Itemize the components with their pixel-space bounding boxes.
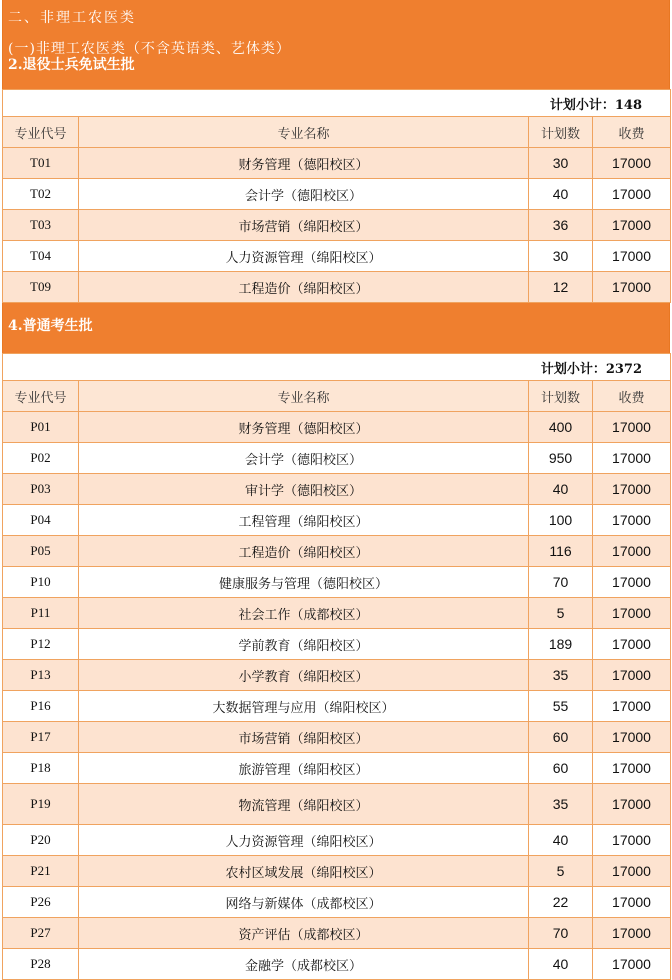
tuition-fee: 17000 (593, 272, 671, 303)
tuition-fee: 17000 (593, 241, 671, 272)
major-name: 资产评估（成都校区） (79, 918, 529, 949)
table-row (3, 691, 671, 722)
plan-count: 40 (529, 474, 593, 505)
plan-count: 60 (529, 753, 593, 784)
plan-count: 5 (529, 598, 593, 629)
major-code: P28 (3, 949, 79, 980)
plan-count: 70 (529, 567, 593, 598)
batch1-table (2, 89, 671, 303)
plan-count: 30 (529, 241, 593, 272)
table-row (3, 753, 671, 784)
plan-count: 30 (529, 148, 593, 179)
tuition-fee: 17000 (593, 722, 671, 753)
tuition-fee: 17000 (593, 505, 671, 536)
table-row (3, 722, 671, 753)
plan-count: 35 (529, 660, 593, 691)
column-header-fee: 收费 (593, 381, 671, 412)
tuition-fee: 17000 (593, 210, 671, 241)
table-row (3, 210, 671, 241)
plan-subtotal (3, 90, 671, 117)
tuition-fee: 17000 (593, 443, 671, 474)
major-name: 学前教育（绵阳校区） (79, 629, 529, 660)
major-name: 会计学（德阳校区） (79, 443, 529, 474)
plan-count: 35 (529, 784, 593, 825)
table-row (3, 179, 671, 210)
major-code: P02 (3, 443, 79, 474)
plan-count: 40 (529, 949, 593, 980)
major-name: 网络与新媒体（成都校区） (79, 887, 529, 918)
table-row (3, 660, 671, 691)
plan-count: 189 (529, 629, 593, 660)
category-header-band (2, 0, 670, 89)
major-name: 旅游管理（绵阳校区） (79, 753, 529, 784)
major-code: P01 (3, 412, 79, 443)
tuition-fee: 17000 (593, 148, 671, 179)
batch2-title: 4.普通考生批 (8, 318, 93, 334)
major-name: 金融学（成都校区） (79, 949, 529, 980)
subcategory-title: (一)非理工农医类（不含英语类、艺体类） (8, 41, 291, 57)
major-name: 财务管理（德阳校区） (79, 148, 529, 179)
major-code: T04 (3, 241, 79, 272)
tuition-fee: 17000 (593, 567, 671, 598)
table-row (3, 887, 671, 918)
major-code: T01 (3, 148, 79, 179)
table-row (3, 918, 671, 949)
subtotal-row (3, 354, 671, 381)
major-code: P19 (3, 784, 79, 825)
plan-count: 950 (529, 443, 593, 474)
table-row (3, 567, 671, 598)
plan-count: 100 (529, 505, 593, 536)
table-row (3, 443, 671, 474)
plan-subtotal (3, 354, 671, 381)
major-name: 农村区域发展（绵阳校区） (79, 856, 529, 887)
plan-count: 400 (529, 412, 593, 443)
major-name: 会计学（德阳校区） (79, 179, 529, 210)
batch2-header-band (2, 303, 670, 353)
subtotal-label: 计划小计： (540, 361, 606, 377)
column-header-name: 专业名称 (79, 117, 529, 148)
table-row (3, 629, 671, 660)
major-code: T09 (3, 272, 79, 303)
major-name: 社会工作（成都校区） (79, 598, 529, 629)
tuition-fee: 17000 (593, 784, 671, 825)
major-code: P20 (3, 825, 79, 856)
subtotal-value: 148 (614, 97, 643, 113)
table-header-row (3, 381, 671, 412)
plan-count: 40 (529, 825, 593, 856)
subtotal-label: 计划小计： (549, 97, 615, 113)
column-header-fee: 收费 (593, 117, 671, 148)
column-header-plan: 计划数 (529, 381, 593, 412)
table-row (3, 856, 671, 887)
major-name: 财务管理（德阳校区） (79, 412, 529, 443)
major-code: P13 (3, 660, 79, 691)
table-row (3, 825, 671, 856)
major-code: P05 (3, 536, 79, 567)
plan-count: 60 (529, 722, 593, 753)
major-name: 审计学（德阳校区） (79, 474, 529, 505)
major-name: 小学教育（绵阳校区） (79, 660, 529, 691)
major-name: 物流管理（绵阳校区） (79, 784, 529, 825)
column-header-code: 专业代号 (3, 381, 79, 412)
table-row (3, 474, 671, 505)
major-code: T02 (3, 179, 79, 210)
column-header-plan: 计划数 (529, 117, 593, 148)
table-row (3, 241, 671, 272)
major-name: 工程造价（绵阳校区） (79, 272, 529, 303)
tuition-fee: 17000 (593, 918, 671, 949)
subtotal-value: 2372 (605, 361, 643, 377)
major-code: P04 (3, 505, 79, 536)
category-title: 二、非理工农医类 (8, 10, 136, 26)
plan-count: 70 (529, 918, 593, 949)
table-row (3, 536, 671, 567)
column-header-name: 专业名称 (79, 381, 529, 412)
tuition-fee: 17000 (593, 598, 671, 629)
plan-count: 36 (529, 210, 593, 241)
tuition-fee: 17000 (593, 536, 671, 567)
tuition-fee: 17000 (593, 691, 671, 722)
major-name: 人力资源管理（绵阳校区） (79, 241, 529, 272)
major-code: P10 (3, 567, 79, 598)
plan-count: 22 (529, 887, 593, 918)
major-name: 工程管理（绵阳校区） (79, 505, 529, 536)
table-header-row (3, 117, 671, 148)
tuition-fee: 17000 (593, 629, 671, 660)
plan-count: 55 (529, 691, 593, 722)
major-name: 大数据管理与应用（绵阳校区） (79, 691, 529, 722)
table-row (3, 412, 671, 443)
major-name: 市场营销（绵阳校区） (79, 722, 529, 753)
table-row (3, 505, 671, 536)
column-header-code: 专业代号 (3, 117, 79, 148)
batch1-title: 2.退役士兵免试生批 (8, 57, 135, 73)
major-code: P18 (3, 753, 79, 784)
tuition-fee: 17000 (593, 474, 671, 505)
major-code: P03 (3, 474, 79, 505)
major-name: 人力资源管理（绵阳校区） (79, 825, 529, 856)
major-code: P17 (3, 722, 79, 753)
table-row (3, 148, 671, 179)
major-code: P12 (3, 629, 79, 660)
plan-count: 12 (529, 272, 593, 303)
batch2-table (2, 353, 671, 980)
plan-count: 116 (529, 536, 593, 567)
major-name: 工程造价（绵阳校区） (79, 536, 529, 567)
table-row (3, 598, 671, 629)
plan-count: 40 (529, 179, 593, 210)
major-name: 市场营销（绵阳校区） (79, 210, 529, 241)
major-name: 健康服务与管理（德阳校区） (79, 567, 529, 598)
table-row (3, 949, 671, 980)
tuition-fee: 17000 (593, 949, 671, 980)
major-code: T03 (3, 210, 79, 241)
major-code: P21 (3, 856, 79, 887)
tuition-fee: 17000 (593, 825, 671, 856)
tuition-fee: 17000 (593, 179, 671, 210)
major-code: P11 (3, 598, 79, 629)
table-row (3, 784, 671, 825)
subtotal-row (3, 90, 671, 117)
tuition-fee: 17000 (593, 887, 671, 918)
major-code: P16 (3, 691, 79, 722)
admission-plan-page (2, 0, 670, 980)
table-row (3, 272, 671, 303)
tuition-fee: 17000 (593, 753, 671, 784)
tuition-fee: 17000 (593, 412, 671, 443)
tuition-fee: 17000 (593, 660, 671, 691)
major-code: P26 (3, 887, 79, 918)
major-code: P27 (3, 918, 79, 949)
tuition-fee: 17000 (593, 856, 671, 887)
plan-count: 5 (529, 856, 593, 887)
